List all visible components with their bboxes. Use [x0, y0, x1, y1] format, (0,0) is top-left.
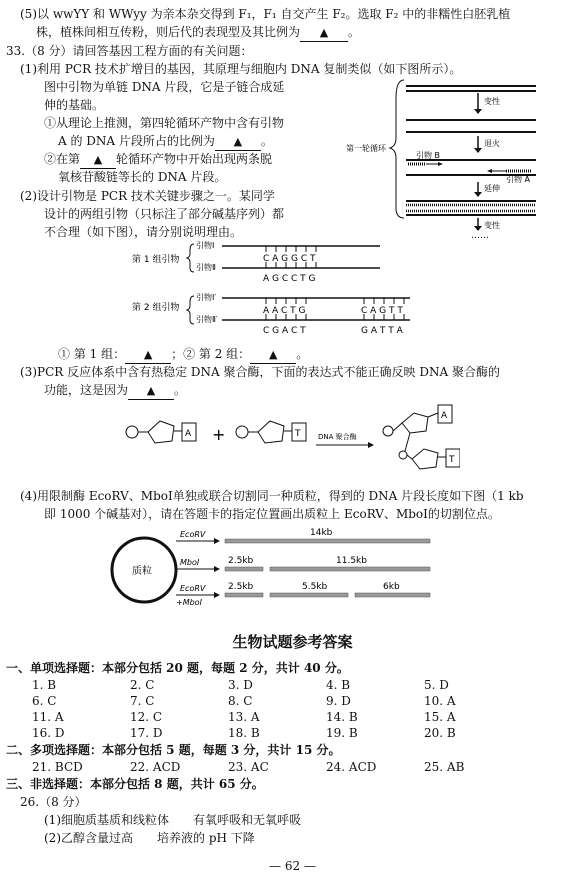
answer-cell: 10. A: [424, 694, 456, 708]
q33-1-line2: 图中引物为单链 DNA 片段，它是子链合成延: [44, 80, 285, 94]
answer-blank: ▲: [128, 383, 174, 400]
answer-row: [32, 725, 522, 741]
answer-cell: 23. AC: [228, 760, 269, 774]
answer-blank: ▲: [215, 134, 261, 151]
primer-a-label: 引物 A: [506, 175, 531, 184]
answer-cell: 18. B: [228, 726, 260, 740]
q33-3-line1: (3)PCR 反应体系中含有热稳定 DNA 聚合酶，下面的表达式不能正确反映 DNA 聚合酶的: [20, 365, 500, 379]
answer-cell: 2. C: [130, 678, 155, 692]
continuation-dots: ……: [471, 231, 489, 238]
answer-cell: 3. D: [228, 678, 253, 692]
group2-label: 第 2 组引物: [132, 303, 180, 313]
section2-heading: 二、多项选择题：本部分包括 5 题，每题 3 分，共计 15 分。: [6, 743, 341, 757]
enzyme-label: DNA 聚合酶: [318, 433, 357, 441]
primer-i-prime-label: 引物Ⅰ′: [196, 293, 217, 302]
denature-label: 变性: [484, 97, 500, 106]
primer-ii-label: 引物Ⅱ: [196, 263, 216, 272]
q32-5-line1: (5)以 wwYY 和 WWyy 为亲本杂交得到 F₁，F₁ 自交产生 F₂。选取 F₂ 中的非糯性白胚乳植: [20, 7, 511, 21]
section1-heading: 一、单项选择题：本部分包括 20 题，每题 2 分，共计 40 分。: [6, 661, 349, 675]
answer-cell: 11. A: [32, 710, 64, 724]
answer-cell: 16. D: [32, 726, 65, 740]
q33-1-line4: ①从理论上推测，第四轮循环产物中含有引物: [44, 116, 285, 130]
answer-blank: ▲: [300, 25, 348, 42]
answer-cell: 6. C: [32, 694, 57, 708]
q33-heading: 33.（8 分）请回答基因工程方面的有关问题：: [6, 44, 253, 58]
answer-cell: 19. B: [326, 726, 358, 740]
answer-cell: 25. AB: [424, 760, 465, 774]
group1-label: 第 1 组引物: [132, 255, 180, 265]
dna-polymerase-figure: [120, 395, 460, 485]
answer-row: [32, 677, 522, 693]
seq-group2-primer2-left: C G A C T: [263, 326, 306, 336]
section3-heading: 三、非选择题：本部分包括 8 题，共计 65 分。: [6, 777, 264, 791]
base-a-label: A: [185, 429, 192, 439]
seq-group1-primer1: C A G G C T: [263, 254, 316, 264]
q26-answer-1: (1)细胞质基质和线粒体 有氧呼吸和无氧呼吸: [44, 813, 301, 827]
q33-2-line1: (2)设计引物是 PCR 技术关键步骤之一。某同学: [20, 189, 275, 203]
answer-cell: 5. D: [424, 678, 449, 692]
q32-5-line2: 株，植株间相互传粉，则后代的表现型及其比例为 ▲ 。: [36, 24, 360, 42]
q33-2-answers: ① 第 1 组： ▲ ；② 第 2 组： ▲ 。: [58, 346, 308, 364]
answer-cell: 15. A: [424, 710, 456, 724]
fragment-11-5kb-label: 11.5kb: [336, 556, 367, 566]
mboi-fragment-2-5kb: [225, 567, 263, 571]
base-t-label: T: [295, 429, 301, 439]
answer-blank: ▲: [80, 152, 116, 169]
base-t2-label: T: [449, 455, 455, 465]
base-a2-label: A: [441, 411, 448, 421]
answer-cell: 7. C: [130, 694, 155, 708]
q33-2-line2: 设计的两组引物（只标注了部分碱基序列）都: [44, 207, 285, 221]
q33-1-line1: (1)利用 PCR 技术扩增目的基因，其原理与细胞内 DNA 复制类似（如下图所示）。: [20, 62, 462, 76]
answer-cell: 24. ACD: [326, 760, 377, 774]
primer-b-label: 引物 B: [416, 151, 441, 160]
plus-sign: +: [212, 425, 226, 444]
q33-4-line2: 即 1000 个碱基对），请在答题卡的指定位置画出质粒上 EcoRV、MboⅠ的切割位点。: [44, 507, 500, 521]
answer-cell: 17. D: [130, 726, 163, 740]
answer-cell: 22. ACD: [130, 760, 181, 774]
ecorv-label: EcoRV: [180, 530, 206, 539]
answer-cell: 12. C: [130, 710, 163, 724]
q33-3-line2: 功能，这是因为 ▲ 。: [44, 382, 186, 400]
q33-1-line7: 氧核苷酸链等长的 DNA 片段。: [58, 170, 227, 184]
q33-4-line1: (4)用限制酶 EcoRV、MboⅠ单独或联合切割同一种质粒，得到的 DNA 片段长度如下图（1 kb: [20, 489, 524, 503]
section1-answer-table: [32, 677, 522, 741]
answer-cell: 8. C: [228, 694, 253, 708]
anneal-label: 退火: [484, 139, 500, 148]
sugar-pentagon: [148, 421, 174, 443]
seq-group2-primer1-right: C A G T T: [361, 306, 403, 316]
page-number: — 62 —: [269, 859, 316, 873]
fragment-14kb-label: 14kb: [310, 528, 333, 538]
answer-cell: 20. B: [424, 726, 456, 740]
phosphate-circle: [126, 426, 138, 438]
both-fragment-6kb: [355, 593, 430, 597]
both-label-mboi: +MboI: [176, 598, 202, 607]
primer-i-label: 引物Ⅰ: [196, 241, 215, 250]
ecorv-fragment-14kb: [225, 539, 430, 543]
answer-row: [32, 709, 522, 725]
both-fragment-5-5kb: [270, 593, 348, 597]
seq-group2-primer1-left: A A C T G: [263, 306, 306, 316]
mboi-label: MboI: [180, 558, 200, 567]
answer-row: [32, 693, 522, 709]
q32-5-text: 株，植株间相互传粉，则后代的表现型及其比例为: [36, 25, 301, 39]
answer-blank: ▲: [250, 347, 296, 364]
plasmid-figure: [110, 525, 440, 615]
q33-1-line6: ②在第 ▲ 轮循环产物中开始出现两条脱: [44, 151, 272, 169]
primer-ii-prime-label: 引物Ⅱ′: [196, 315, 218, 324]
answer-cell: 14. B: [326, 710, 358, 724]
answer-cell: 13. A: [228, 710, 260, 724]
both-fragment-2-5kb: [225, 593, 263, 597]
cycle1-label: 第一轮循环: [346, 144, 386, 153]
seq-group1-primer2: A G C C T G: [263, 274, 316, 284]
fragment-2-5kb-label: 2.5kb: [228, 556, 254, 566]
q26-answer-2: (2)乙醇含量过高 培养液的 pH 下降: [44, 831, 255, 845]
answer-cell: 1. B: [32, 678, 57, 692]
q33-2-line3: 不合理（如下图），请分别说明理由。: [44, 225, 243, 239]
fragment-6kb-label: 6kb: [383, 582, 400, 592]
q33-1-line3: 伸的基础。: [44, 98, 105, 112]
section2-answer-table: [32, 759, 522, 775]
extend-label: 延伸: [484, 184, 500, 193]
answer-cell: 9. D: [326, 694, 351, 708]
mboi-fragment-11-5kb: [270, 567, 430, 571]
seq-group2-primer2-right: G A T T A: [361, 326, 403, 336]
pcr-cycle-figure: [346, 78, 546, 238]
both-label-ecorv: EcoRV: [180, 584, 206, 593]
fragment-2-5kb-b-label: 2.5kb: [228, 582, 254, 592]
fragment-5-5kb-label: 5.5kb: [302, 582, 328, 592]
answer-blank: ▲: [125, 347, 171, 364]
denature2-label: 变性: [484, 221, 500, 230]
answer-key-title: 生物试题参考答案: [232, 633, 353, 651]
cycle-bracket: [390, 80, 404, 218]
plasmid-label: 质粒: [132, 566, 152, 577]
q33-1-line5: A 的 DNA 片段所占的比例为 ▲ 。: [58, 133, 273, 151]
q26-heading: 26.（8 分）: [20, 795, 87, 809]
primer-design-figure: [130, 240, 410, 340]
answer-cell: 21. BCD: [32, 760, 83, 774]
answer-cell: 4. B: [326, 678, 351, 692]
